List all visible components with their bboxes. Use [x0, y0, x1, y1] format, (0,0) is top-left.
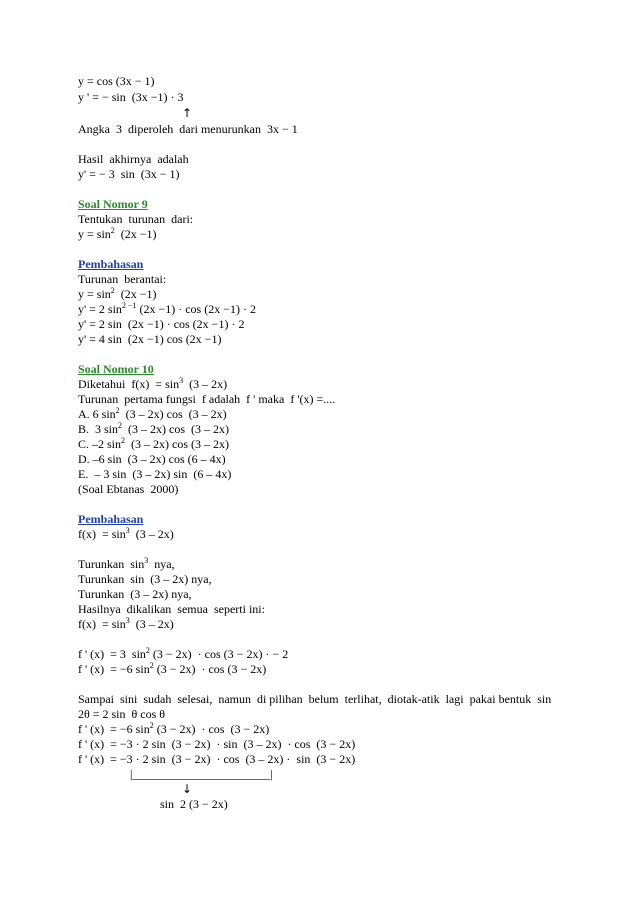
- option-c: C. –2 $\sin^2 (3 - 2x)$ cos (3 – 2x): [78, 436, 229, 451]
- option-a: A. 6 $\sin^2 (3 - 2x)$ cos (3 – 2x): [78, 406, 227, 421]
- text-line: Sampai sini sudah selesai, namun di pilihan belum terlihat, diotak-atik lagi pakai bentuk sin: [78, 692, 552, 706]
- text-line: Hasilnya dikalikan semua seperti ini:: [78, 602, 265, 616]
- text-line: Turunan berantai:: [78, 272, 167, 286]
- formula-line: y' = 2 sin (2x −1) · cos (2x −1) · 2: [78, 317, 245, 331]
- formula-line: $y = \sin^2 (2x -1)$: [78, 286, 157, 301]
- formula-line: f ' (x) = −6 $\sin^2 (3 - 2x) \cdot \cos (3 - 2x)$: [78, 721, 270, 736]
- up-arrow-icon: ↑: [182, 106, 193, 120]
- text-line: Turunkan $\sin^3$ nya,: [78, 556, 175, 571]
- section-heading-pembahasan: Pembahasan: [78, 512, 144, 526]
- text-line: y = cos (3x − 1): [78, 74, 155, 88]
- option-b: B. 3 $\sin^2 (3 - 2x)$ cos (3 – 2x): [78, 421, 229, 436]
- formula-line: sin 2 (3 − 2x): [160, 797, 228, 811]
- formula-line: f ' (x) = −6 $\sin^2 (3 - 2x) \cdot \cos (3 - 2x)$: [78, 661, 267, 676]
- formula-line: 2θ = 2 sin θ cos θ: [78, 707, 166, 721]
- formula-line: $f(x) = \sin^3 (3 - 2x)$: [78, 526, 174, 541]
- down-arrow-icon: ↓: [182, 782, 193, 796]
- text-line: Turunkan (3 – 2x) nya,: [78, 587, 192, 601]
- option-e: E. – 3 sin (3 – 2x) sin (6 – 4x): [78, 467, 232, 481]
- text-line: Turunan pertama fungsi f adalah f ' maka f '(x) =....: [78, 392, 336, 406]
- formula-line: Diketahui $f(x) = \sin^3 (3 - 2x)$: [78, 376, 228, 391]
- bracket-line: |_______________________|: [130, 767, 273, 781]
- section-heading-pembahasan: Pembahasan: [78, 257, 144, 271]
- text-line: Hasil akhirnya adalah: [78, 152, 189, 166]
- formula-line: $y = \sin^2 (2x -1)$: [78, 226, 157, 241]
- formula-line: f ' (x) = −3 · 2 sin (3 − 2x) · sin (3 – 2x) · cos (3 − 2x): [78, 737, 356, 751]
- section-heading-soal-10: Soal Nomor 10: [78, 362, 154, 376]
- text-line: y' = − 3 sin (3x − 1): [78, 167, 180, 181]
- text-line: Tentukan turunan dari:: [78, 212, 194, 226]
- option-d: D. –6 sin (3 – 2x) cos (6 – 4x): [78, 452, 226, 466]
- text-line: Angka 3 diperoleh dari menurunkan 3x − 1: [78, 122, 298, 136]
- text-line: Turunkan sin (3 – 2x) nya,: [78, 572, 212, 586]
- section-heading-soal-9: Soal Nomor 9: [78, 197, 148, 211]
- formula-line: $f(x) = \sin^3 (3 - 2x)$: [78, 616, 174, 631]
- text-line: y ' = − sin (3x −1) · 3: [78, 90, 184, 104]
- text-line: (Soal Ebtanas 2000): [78, 482, 179, 496]
- formula-line: y' = 4 sin (2x −1) cos (2x −1): [78, 332, 222, 346]
- formula-line: y' = 2 $\sin^{2 -1} (2x -1) \cdot \cos (2x -1) \cdot 2$: [78, 301, 256, 316]
- formula-line: f ' (x) = 3 $\sin^2 (3 - 2x) \cdot \cos (3 - 2x)$ · − 2: [78, 646, 289, 661]
- formula-line: f ' (x) = −3 · 2 sin (3 − 2x) · cos (3 – 2x) · sin (3 − 2x): [78, 752, 356, 766]
